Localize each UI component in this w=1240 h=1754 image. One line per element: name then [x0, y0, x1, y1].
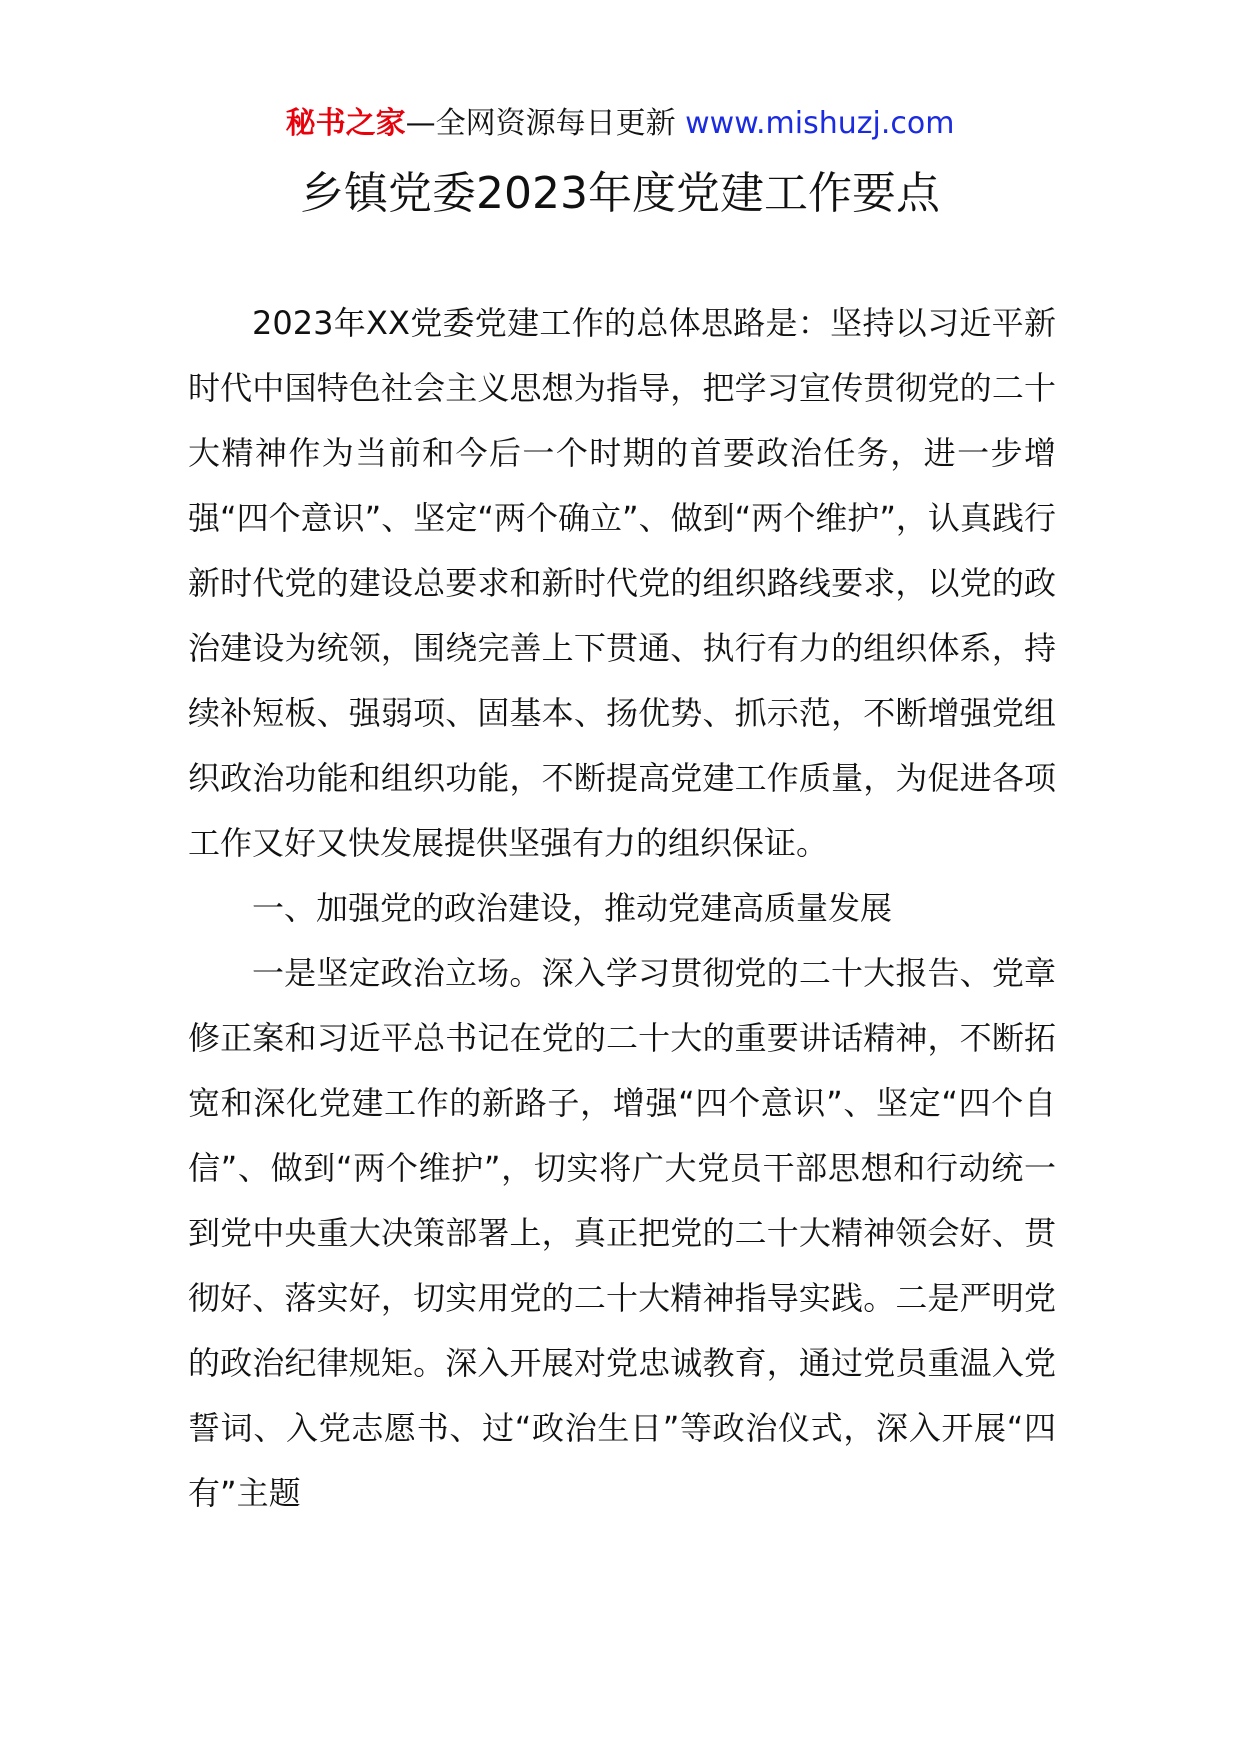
section-heading: 一、加强党的政治建设，推动党建高质量发展 [252, 889, 893, 927]
watermark-header [0, 104, 1240, 144]
document-body [188, 291, 1056, 1526]
document-title: 乡镇党委2023年度党建工作要点 [300, 168, 940, 219]
body-paragraph: 一是坚定政治立场。深入学习贯彻党的二十大报告、党章修正案和习近平总书记在党的二十大的重要讲话精神，不断拓宽和深化党建工作的新路子，增强“四个意识”、坚定“四个自信”、做到“两个维护”，切实将广大党员干部思想和行动统一到党中央重大决策部署上，真正把党的二十大精神领会好、贯彻好、落实好，切实用党的二十大精神指导实践。二是严明党的政治纪律规矩。深入开展对党忠诚教育，通过党员重温入党誓词、入党志愿书、过“政治生日”等政治仪式，深入开展“四有”主题 [188, 954, 1056, 1512]
watermark-url-link[interactable]: www.mishuzj.com [685, 106, 955, 141]
watermark-slogan: —全网资源每日更新 [405, 106, 686, 141]
watermark-brand: 秘书之家 [285, 106, 406, 141]
intro-paragraph: 2023年XX党委党建工作的总体思路是：坚持以习近平新时代中国特色社会主义思想为指导，把学习宣传贯彻党的二十大精神作为当前和今后一个时期的首要政治任务，进一步增强“四个意识”、坚定“两个确立”、做到“两个维护”，认真践行新时代党的建设总要求和新时代党的组织路线要求，以党的政治建设为统领，围绕完善上下贯通、执行有力的组织体系，持续补短板、强弱项、固基本、扬优势、抓示范，不断增强党组织政治功能和组织功能，不断提高党建工作质量，为促进各项工作又好又快发展提供坚强有力的组织保证。 [188, 304, 1056, 862]
